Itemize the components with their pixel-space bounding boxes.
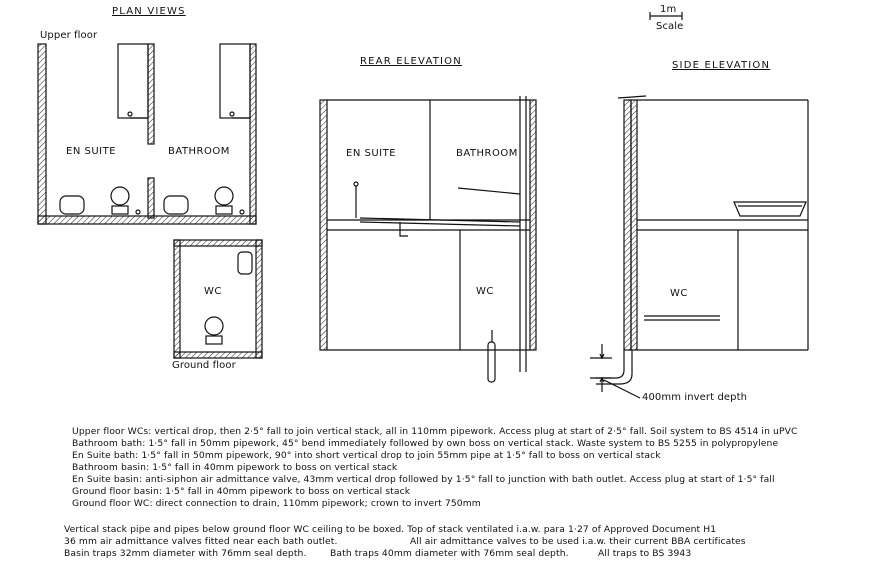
footer-note-line: All traps to BS 3943 (598, 548, 692, 559)
side-elevation-heading: SIDE ELEVATION (672, 60, 771, 71)
note-line: Bathroom basin: 1·5° fall in 40mm pipework to boss on vertical stack (72, 462, 398, 473)
note-line: Ground floor basin: 1·5° fall in 40mm pipework to boss on vertical stack (72, 486, 411, 497)
plan-wc-label: WC (204, 286, 222, 297)
rear-en-suite-label: EN SUITE (346, 148, 397, 159)
plan-en-suite-label: EN SUITE (66, 146, 117, 157)
note-line: Bathroom bath: 1·5° fall in 50mm pipework, 45° bend immediately followed by own boss on vertical stack. Waste system to BS 5255 in polypropylene (72, 438, 779, 449)
footer-note-line: Vertical stack pipe and pipes below ground floor WC ceiling to be boxed. Top of stack ventilated i.a.w. para 1·27 of Approved Document H1 (64, 524, 717, 535)
note-line: En Suite bath: 1·5° fall in 50mm pipework, 90° into short vertical drop to join 55mm pipe at 1·5° fall to boss on vertical stack (72, 450, 661, 461)
footer-note-line: 36 mm air admittance valves fitted near each bath outlet. (64, 536, 338, 547)
scale-bar-label: 1m (660, 4, 677, 15)
note-line: Ground floor WC: direct connection to drain, 110mm pipework; crown to invert 750mm (72, 498, 481, 509)
plan-views-heading: PLAN VIEWS (112, 6, 186, 17)
ground-floor-plan (174, 240, 262, 358)
rear-wc-label: WC (476, 286, 494, 297)
upper-floor-plan (38, 44, 256, 224)
side-wc-label: WC (670, 288, 688, 299)
rear-elevation (320, 96, 536, 382)
upper-floor-label: Upper floor (40, 30, 98, 41)
rear-elevation-heading: REAR ELEVATION (360, 56, 462, 67)
scale-label: Scale (656, 21, 684, 32)
note-line: En Suite basin: anti-siphon air admittance valve, 43mm vertical drop followed by 1·5° fall to junction with bath outlet. Access plug at start of 1·5° fall (72, 474, 775, 485)
plan-bathroom-label: BATHROOM (168, 146, 230, 157)
footer-note-line: Bath traps 40mm diameter with 76mm seal depth. (330, 548, 569, 559)
rear-bathroom-label: BATHROOM (456, 148, 518, 159)
note-line: Upper floor WCs: vertical drop, then 2·5° fall to join vertical stack, all in 110mm pipework. Access plug at start of 2·5° fall. Soil system to BS 4514 in uPVC (72, 426, 798, 437)
footer-note-line: All air admittance valves to be used i.a.w. their current BBA certificates (410, 536, 746, 547)
footer-note-line: Basin traps 32mm diameter with 76mm seal depth. (64, 548, 307, 559)
invert-depth-label: 400mm invert depth (642, 392, 748, 403)
side-elevation (590, 96, 808, 398)
ground-floor-label: Ground floor (172, 360, 236, 371)
